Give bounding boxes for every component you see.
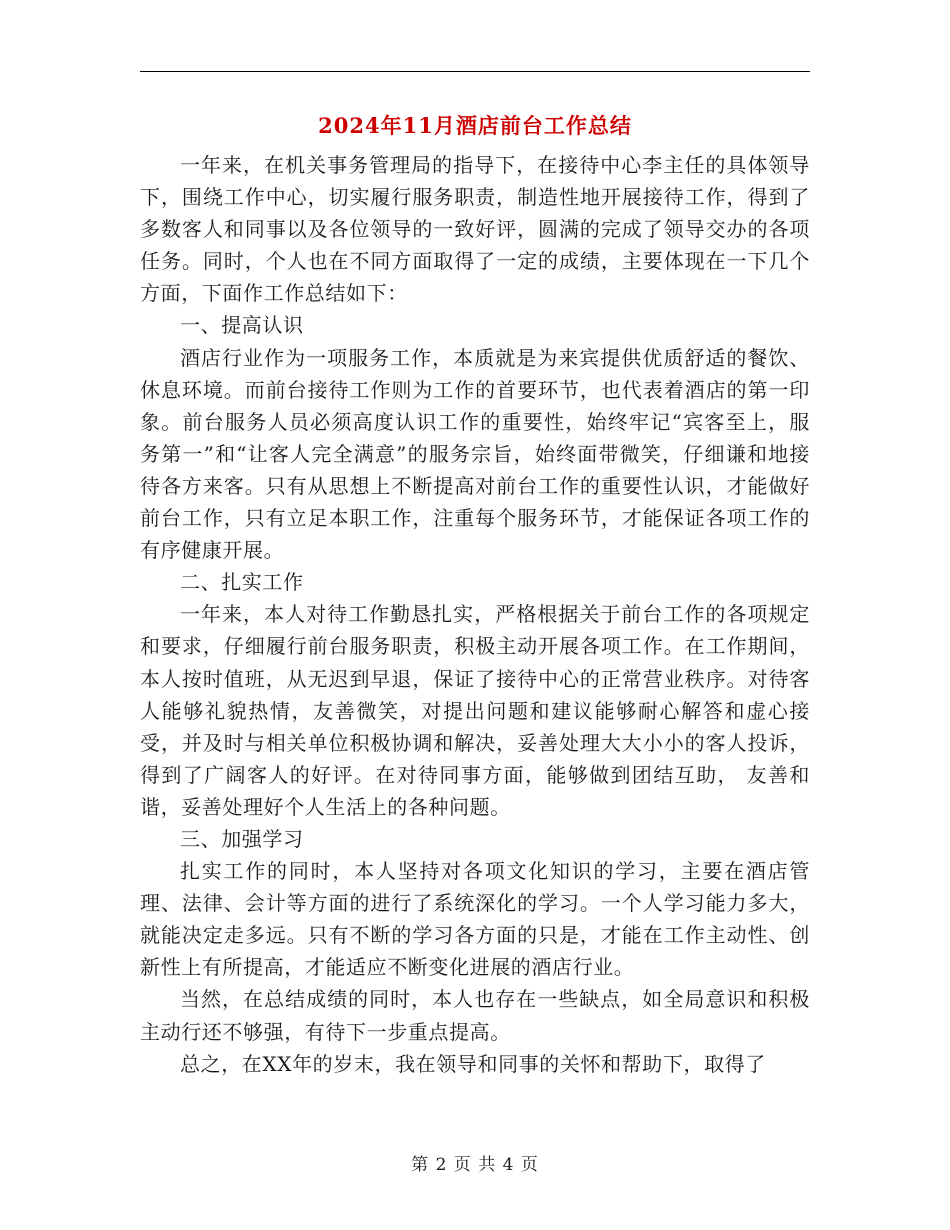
section-heading-2: 二、扎实工作 <box>180 570 304 595</box>
paragraph-section-3: 扎实工作的同时，本人坚持对各项文化知识的学习，主要在酒店管理、法律、会计等方面的进行了系统深化的学习。一个人学习能力多大，就能决定走多远。只有不断的学习各方面的只是，才能在工作主动性、创新性上有所提高，才能适应不断变化进展的酒店行业。 <box>140 859 810 980</box>
document-title: 2024年11月酒店前台工作总结 <box>318 113 632 138</box>
paragraph-section-2: 一年来，本人对待工作勤恳扎实，严格根据关于前台工作的各项规定和要求，仔细履行前台服务职责，积极主动开展各项工作。在工作期间，本人按时值班，从无迟到早退，保证了接待中心的正常营业秩序。对待客人能够礼貌热情，友善微笑，对提出问题和建议能够耐心解答和虚心接受，并及时与相关单位积极协调和解决，妥善处理大大小小的客人投诉，得到了广阔客人的好评。在对待同事方面，能够做到团结互助， 友善和谐，妥善处理好个人生活上的各种问题。 <box>140 602 810 819</box>
paragraph-intro: 一年来，在机关事务管理局的指导下，在接待中心李主任的具体领导下，围绕工作中心，切实履行服务职责，制造性地开展接待工作，得到了多数客人和同事以及各位领导的一致好评，圆满的完成了领导交办的各项任务。同时，个人也在不同方面取得了一定的成绩，主要体现在一下几个方面，下面作工作总结如下： <box>140 153 810 306</box>
header-rule <box>140 71 810 72</box>
section-heading-3: 三、加强学习 <box>180 826 304 851</box>
paragraph-conclusion: 总之，在XX年的岁末，我在领导和同事的关怀和帮助下，取得了 <box>180 1051 766 1076</box>
page-number: 第 2 页 共 4 页 <box>411 1155 539 1175</box>
document-body <box>140 149 810 1080</box>
paragraph-shortcomings: 当然，在总结成绩的同时，本人也存在一些缺点，如全局意识和积极主动行还不够强，有待下一步重点提高。 <box>140 987 810 1044</box>
paragraph-section-1: 酒店行业作为一项服务工作，本质就是为来宾提供优质舒适的餐饮、休息环境。而前台接待工作则为工作的首要环节，也代表着酒店的第一印象。前台服务人员必须高度认识工作的重要性，始终牢记“宾客至上，服务第一”和“让客人完全满意”的服务宗旨，始终面带微笑，仔细谦和地接待各方来客。只有从思想上不断提高对前台工作的重要性认识，才能做好前台工作，只有立足本职工作，注重每个服务环节，才能保证各项工作的有序健康开展。 <box>140 345 810 563</box>
section-heading-1: 一、提高认识 <box>180 313 304 338</box>
